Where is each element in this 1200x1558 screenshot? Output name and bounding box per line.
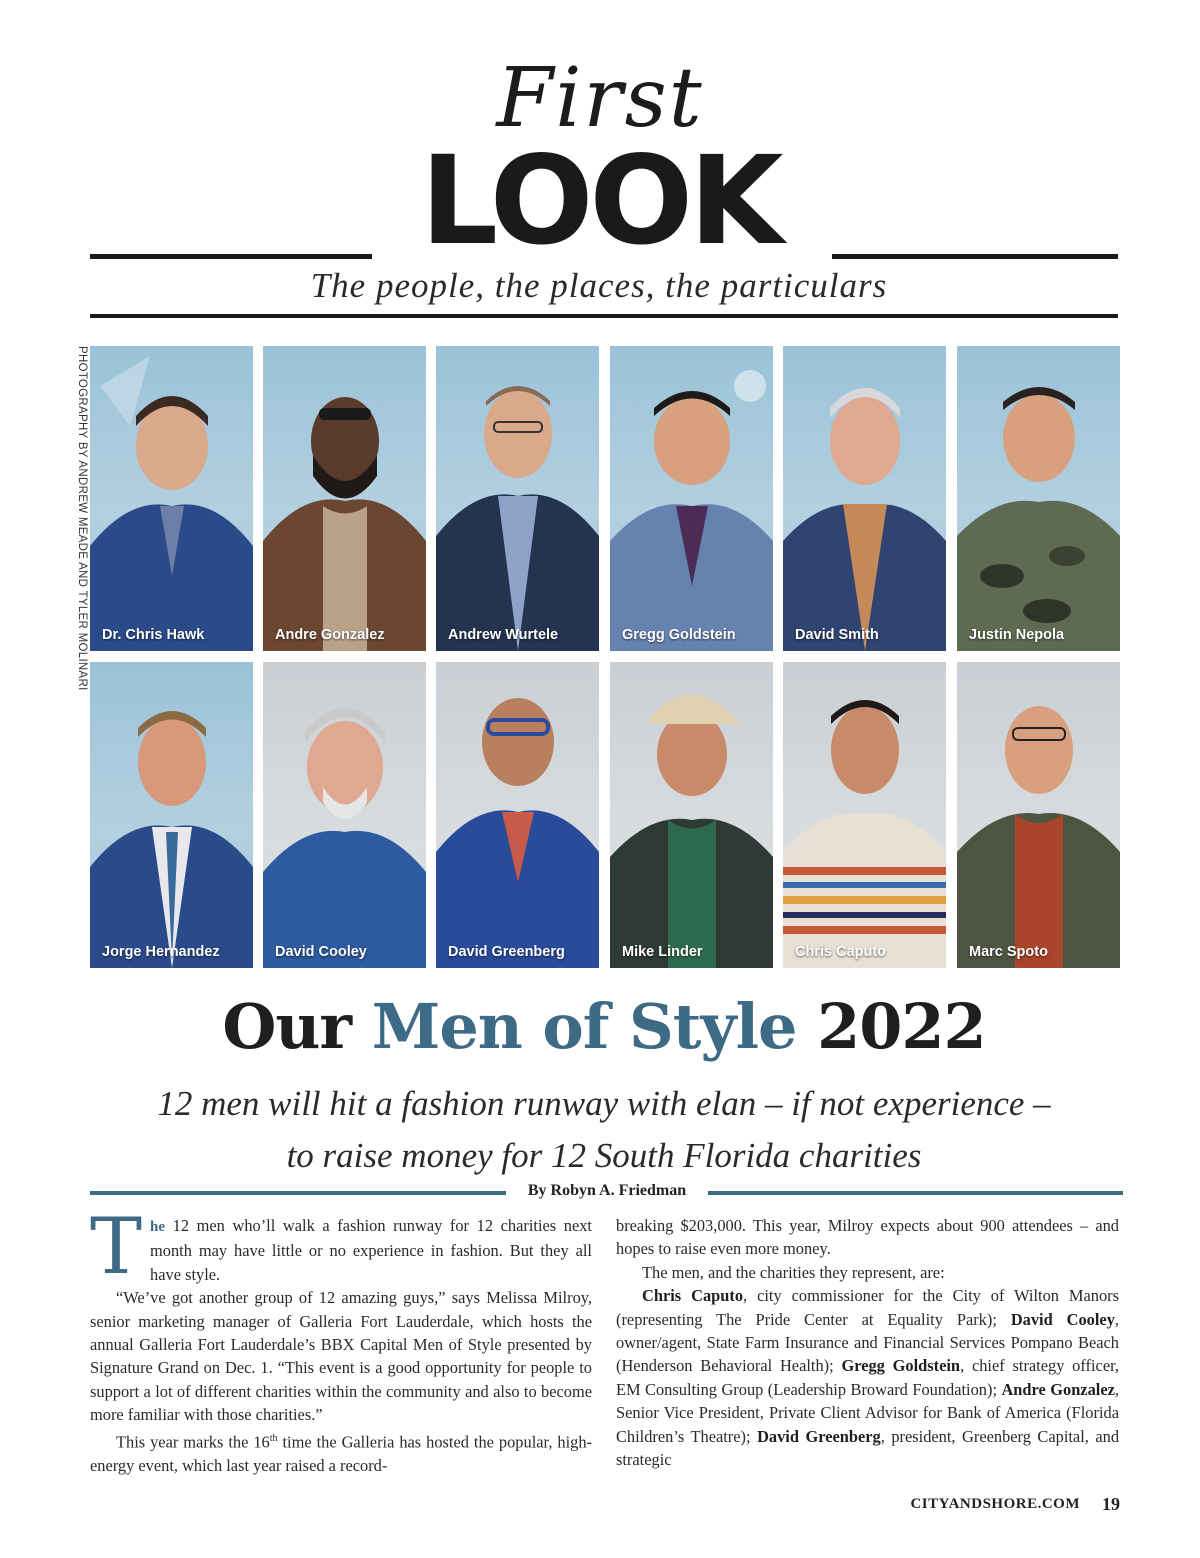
portrait-image (957, 662, 1120, 968)
masthead-tagline: The people, the places, the particulars (310, 266, 888, 305)
portrait-tile (957, 346, 1120, 651)
byline-rule-left (90, 1191, 506, 1195)
portrait-tile (263, 346, 426, 651)
headline-pre: Our (222, 990, 352, 1063)
article-column-2 (616, 1214, 1119, 1471)
portrait-name: Gregg Goldstein (622, 627, 736, 643)
portrait-tile (610, 346, 773, 651)
masthead-rule-left (90, 254, 372, 259)
portrait-name: Marc Spoto (969, 944, 1048, 960)
article-paragraph: breaking $203,000. This year, Milroy expects about 900 attendees – and hopes to raise even more money. (616, 1216, 1119, 1259)
portrait-name: Dr. Chris Hawk (102, 627, 205, 643)
paragraph-text: 12 men who’ll walk a fashion runway for 12 charities next month may have little or no experience in fashion. But they all have style. (150, 1216, 592, 1284)
portrait-name: Jorge Hernandez (102, 944, 220, 960)
byline-rule-right (708, 1191, 1123, 1195)
article-paragraph: “We’ve got another group of 12 amazing guys,” says Melissa Milroy, senior marketing manager of Galleria Fort Lauderdale, which hosts the annual Galleria Fort Lauderdale’s BBX Capital Men of Style presented by Signature Grand on Dec. 1. “This event is a good opportunity for people to support a lot of different charities within the community and also to become more familiar with those charities.” (90, 1288, 592, 1425)
portrait-name: David Greenberg (448, 944, 565, 960)
portrait-image (610, 662, 773, 968)
article-paragraph (90, 1202, 592, 1292)
portrait-image (90, 662, 253, 968)
portrait-tile (436, 346, 599, 651)
portrait-image (263, 662, 426, 968)
paragraph-text: time the Galleria has hosted the popular, high-energy event, which last year raised a record- (90, 1432, 592, 1475)
byline: By Robyn A. Friedman (527, 1182, 687, 1199)
article-headline (90, 990, 1118, 1063)
honoree-detail: , chief strategy officer, EM Consulting Group (Leadership Broward Foundation); (616, 1356, 1120, 1399)
honoree-name: Andre Gonzalez (1001, 1379, 1115, 1399)
honoree-name: David Greenberg (757, 1426, 881, 1446)
portrait-image (436, 346, 599, 651)
headline-post: 2022 (817, 990, 986, 1063)
honoree-name: Gregg Goldstein (841, 1356, 961, 1376)
portrait-tile (610, 662, 773, 968)
portrait-name: Justin Nepola (969, 627, 1065, 643)
portrait-tile (90, 346, 253, 651)
article-paragraph: The men, and the charities they represent, are: (642, 1262, 945, 1282)
portrait-image (90, 346, 253, 651)
drop-cap: T (90, 1202, 143, 1292)
honoree-detail: , Senior Vice President, Private Client Advisor for Bank of America (Florida Children’s Theatre); (616, 1379, 1119, 1446)
portrait-name: Andre Gonzalez (275, 627, 385, 643)
portrait-image (263, 346, 426, 651)
honoree-name: Chris Caputo (642, 1286, 744, 1306)
portrait-name: Mike Linder (622, 944, 703, 960)
honoree-detail: , city commissioner for the City of Wilton Manors (representing The Pride Center at Equality Park); (616, 1286, 1119, 1329)
portrait-tile (263, 662, 426, 968)
portrait-tile (783, 346, 946, 651)
masthead-script-word: First (496, 51, 704, 146)
article-deck (90, 1078, 1118, 1182)
article-column-1 (90, 1202, 592, 1477)
portrait-name: David Cooley (275, 944, 367, 960)
portrait-image (783, 346, 946, 651)
page-number: 19 (1102, 1494, 1120, 1514)
masthead-title: LOOK (420, 130, 780, 272)
portrait-image (436, 662, 599, 968)
masthead-divider (90, 314, 1118, 318)
honoree-list (616, 1284, 1119, 1471)
headline-accent: Men of Style (371, 990, 797, 1063)
masthead-rule-right (832, 254, 1118, 259)
deck-line: to raise money for 12 South Florida charities (286, 1136, 922, 1175)
portrait-tile (957, 662, 1120, 968)
portrait-name: Andrew Wurtele (448, 627, 559, 643)
article-paragraph (90, 1427, 592, 1477)
paragraph-text: This year marks the 16 (116, 1432, 270, 1452)
portrait-name: Chris Caputo (795, 944, 887, 960)
portrait-tile (436, 662, 599, 968)
honoree-name: David Cooley (1010, 1309, 1115, 1329)
portrait-image (783, 662, 946, 968)
honoree-detail: , president, Greenberg Capital, and strategic (616, 1426, 1120, 1470)
portrait-tile (90, 662, 253, 968)
honoree-detail: , owner/agent, State Farm Insurance and Financial Services Pompano Beach (Henderson Behavioral Health); (616, 1309, 1120, 1376)
photo-credit: PHOTOGRAPHY BY ANDREW MEADE AND TYLER MOLINARI (76, 346, 88, 691)
portrait-tile (783, 662, 946, 968)
footer-website: CITYANDSHORE.COM (910, 1496, 1080, 1512)
deck-line: 12 men will hit a fashion runway with elan – if not experience – (157, 1084, 1051, 1123)
portrait-name: David Smith (795, 627, 879, 643)
lead-in: he (150, 1219, 166, 1235)
portrait-image (957, 346, 1120, 651)
portrait-image (610, 346, 773, 651)
ordinal-suffix: th (269, 1432, 278, 1444)
